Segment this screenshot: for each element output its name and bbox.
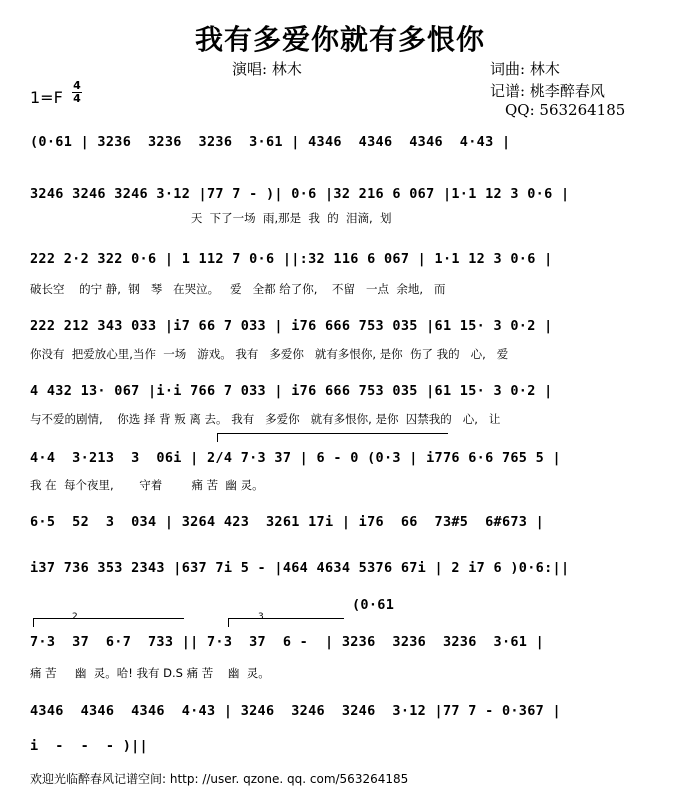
qq-number: QQ: 563264185 xyxy=(505,101,626,119)
score-row-1-notes: (0·61 | 3236 3236 3236 3·61 | 4346 4346 4346 4·43 | xyxy=(30,134,511,150)
volta-bracket-second xyxy=(228,618,344,627)
time-signature xyxy=(72,80,82,105)
time-signature-top: 4 xyxy=(73,79,81,92)
score-row-10-notes: 4346 4346 4346 4·43 | 3246 3246 3246 3·12 |77 7 - 0·367 | xyxy=(30,703,561,719)
score-row-2-lyrics: 天 下了一场 雨,那是 我 的 泪滴, 划 xyxy=(30,211,392,225)
volta-number-2: 2 xyxy=(72,612,78,622)
singer-credit: 演唱: 林木 xyxy=(232,60,302,78)
key-signature: 1=F xyxy=(30,88,63,107)
pickup-notes: (0·61 xyxy=(352,597,395,613)
score-row-3-notes: 222 2·2 322 0·6 | 1 112 7 0·6 ||:32 116 6 067 | 1·1 12 3 0·6 | xyxy=(30,251,553,267)
score-row-9-notes: 7·3 37 6·7 733 || 7·3 37 6 - | 3236 3236 3236 3·61 | xyxy=(30,634,545,650)
song-title: 我有多爱你就有多恨你 xyxy=(194,23,485,56)
score-row-3-lyrics: 破长空 的宁 静, 钢 琴 在哭泣。 爱 全都 给了你, 不留 一点 余地, 而 xyxy=(30,282,446,296)
footer-link[interactable]: 欢迎光临醉春风记谱空间: http: //user. qzone. qq. com/563264185 xyxy=(30,772,409,786)
score-row-5-notes: 4 432 13· 067 |i·i 766 7 033 | i76 666 753 035 |61 15· 3 0·2 | xyxy=(30,383,553,399)
score-row-8-notes: i37 736 353 2343 |637 7i 5 - |464 4634 5376 67i | 2 i7 6 )0·6:|| xyxy=(30,560,570,576)
score-row-6-lyrics: 我 在 每个夜里, 守着 痛 苦 幽 灵。 xyxy=(30,478,264,492)
score-row-7-notes: 6·5 52 3 034 | 3264 423 3261 17i | i76 66 73#5 6#673 | xyxy=(30,514,545,530)
transcriber-credit: 记谱: 桃李醉春风 xyxy=(490,82,605,100)
score-row-9-lyrics: 痛 苦 幽 灵。哈! 我有 D.S 痛 苦 幽 灵。 xyxy=(30,666,270,680)
score-row-5-lyrics: 与不爱的剧情, 你选 择 背 叛 离 去。 我有 多爱你 就有多恨你, 是你 囚禁我的 心, 让 xyxy=(30,412,501,426)
score-row-11-notes: i - - - )|| xyxy=(30,738,148,754)
volta-bracket xyxy=(217,433,448,442)
score-row-4-lyrics: 你没有 把爱放心里,当作 一场 游戏。 我有 多爱你 就有多恨你, 是你 伤了 我的 心, 爱 xyxy=(30,347,509,361)
composer-credit: 词曲: 林木 xyxy=(490,60,560,78)
volta-number-3: 3 xyxy=(258,612,264,622)
time-signature-bottom: 4 xyxy=(73,92,81,105)
score-row-2-notes: 3246 3246 3246 3·12 |77 7 - )| 0·6 |32 216 6 067 |1·1 12 3 0·6 | xyxy=(30,186,570,202)
score-row-4-notes: 222 212 343 033 |i7 66 7 033 | i76 666 753 035 |61 15· 3 0·2 | xyxy=(30,318,553,334)
volta-bracket-first xyxy=(33,618,184,627)
score-row-6-notes: 4·4 3·213 3 06i | 2/4 7·3 37 | 6 - 0 (0·3 | i776 6·6 765 5 | xyxy=(30,450,561,466)
